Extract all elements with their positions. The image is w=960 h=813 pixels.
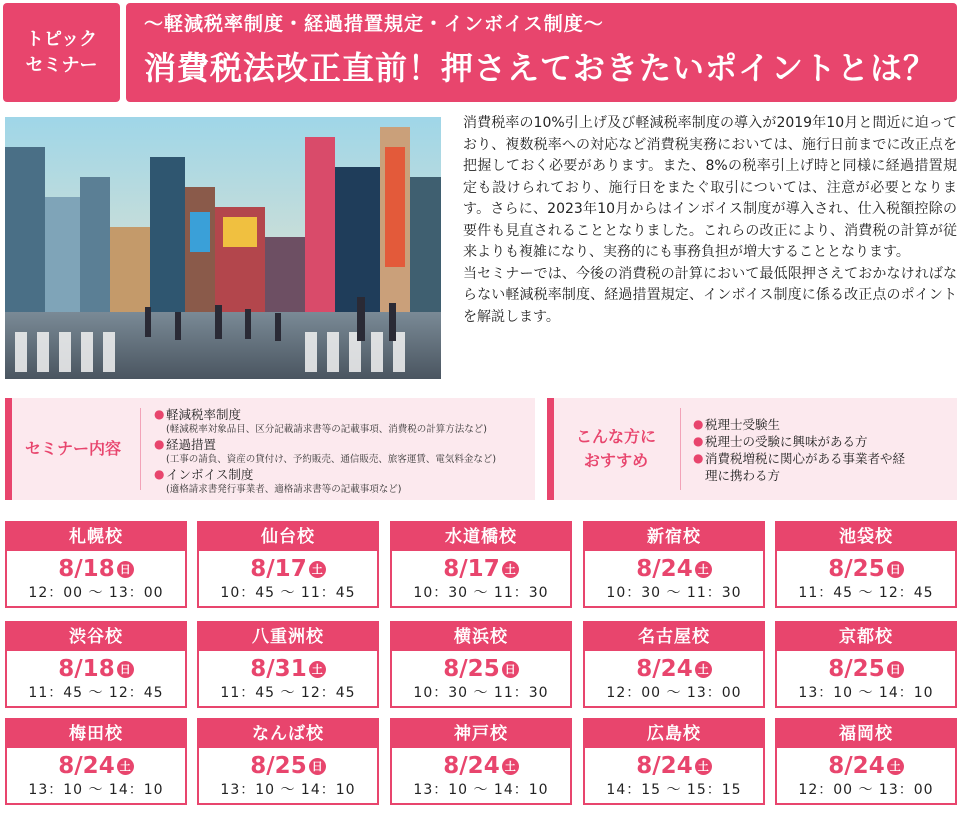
seminar-time: 13：10 〜 14：10 bbox=[798, 685, 934, 701]
weekday-badge: 土 bbox=[695, 758, 712, 775]
schedule-card bbox=[390, 621, 572, 708]
seminar-date: 8/25 日 bbox=[199, 751, 377, 781]
school-name: 梅田校 bbox=[7, 720, 185, 748]
recommend-list bbox=[693, 416, 907, 484]
weekday-badge: 土 bbox=[309, 661, 326, 678]
seminar-date: 8/25 日 bbox=[777, 654, 955, 684]
description-paragraph-1: 消費税率の10%引上げ及び軽減税率制度の導入が2019年10月と間近に迫っており、複数税率への対応など消費税実務においては、施行日前までに改正点を把握しておく必要があります。また、8%の税率引上げ時と同様に経過措置規定も設けられており、施行日をまたぐ取引については、注意が必要となります。さらに、2023年10月からはインボイス制度が導入され、仕入税額控除の要件も見直されることとなりました。これらの改正により、消費税の計算が従来よりも複雑になり、実務的にも事務負担が増大することとなります。 bbox=[463, 115, 957, 260]
seminar-time: 12：00 〜 13：00 bbox=[28, 585, 164, 601]
recommend-item: ● 税理士の受験に興味がある方 bbox=[693, 434, 868, 449]
seminar-date: 8/25 日 bbox=[392, 654, 570, 684]
city-crossing-illustration bbox=[5, 117, 441, 379]
schedule-card bbox=[583, 521, 765, 608]
schedule-card bbox=[197, 521, 379, 608]
recommend-divider bbox=[680, 408, 681, 490]
weekday-badge: 土 bbox=[502, 758, 519, 775]
weekday-badge: 土 bbox=[695, 561, 712, 578]
school-name: 札幌校 bbox=[7, 523, 185, 551]
seminar-date: 8/17 土 bbox=[199, 554, 377, 584]
seminar-item: ● インボイス制度 (適格請求書発行事業者、適格請求書等の記載事項など) bbox=[154, 467, 402, 495]
schedule-card bbox=[390, 521, 572, 608]
title-banner bbox=[126, 3, 957, 102]
seminar-date: 8/25 日 bbox=[777, 554, 955, 584]
seminar-item: ● 経過措置 (工事の請負、資産の貸付け、予約販売、通信販売、旅客運賃、電気料金など) bbox=[154, 437, 497, 465]
seminar-date: 8/18 日 bbox=[7, 554, 185, 584]
school-name: 仙台校 bbox=[199, 523, 377, 551]
seminar-time: 11：45 〜 12：45 bbox=[220, 685, 356, 701]
school-name: 水道橋校 bbox=[392, 523, 570, 551]
school-name: 広島校 bbox=[585, 720, 763, 748]
school-name: 名古屋校 bbox=[585, 623, 763, 651]
seminar-time: 12：00 〜 13：00 bbox=[798, 782, 934, 798]
school-name: 横浜校 bbox=[392, 623, 570, 651]
schedule-card bbox=[775, 621, 957, 708]
weekday-badge: 土 bbox=[309, 561, 326, 578]
seminar-date: 8/24 土 bbox=[7, 751, 185, 781]
seminar-time: 12：00 〜 13：00 bbox=[606, 685, 742, 701]
weekday-badge: 土 bbox=[695, 661, 712, 678]
school-name: 新宿校 bbox=[585, 523, 763, 551]
schedule-card bbox=[5, 621, 187, 708]
schedule-card bbox=[5, 521, 187, 608]
seminar-content-divider bbox=[140, 408, 141, 490]
weekday-badge: 土 bbox=[502, 561, 519, 578]
weekday-badge: 日 bbox=[887, 561, 904, 578]
seminar-time: 10：30 〜 11：30 bbox=[413, 585, 549, 601]
weekday-badge: 日 bbox=[887, 661, 904, 678]
school-name: 神戸校 bbox=[392, 720, 570, 748]
topic-seminar-badge bbox=[3, 3, 120, 102]
weekday-badge: 日 bbox=[502, 661, 519, 678]
seminar-time: 10：30 〜 11：30 bbox=[606, 585, 742, 601]
schedule-card bbox=[5, 718, 187, 805]
school-name: なんば校 bbox=[199, 720, 377, 748]
seminar-time: 13：10 〜 14：10 bbox=[28, 782, 164, 798]
seminar-content-accent bbox=[5, 398, 12, 500]
seminar-time: 13：10 〜 14：10 bbox=[413, 782, 549, 798]
school-name: 池袋校 bbox=[777, 523, 955, 551]
recommend-accent bbox=[547, 398, 554, 500]
page-title: 消費税法改正直前！押さえておきたいポイントとは？ bbox=[144, 49, 937, 87]
weekday-badge: 日 bbox=[117, 661, 134, 678]
recommend-item: ● 消費税増税に関心がある事業者や経理に携わる方 bbox=[693, 451, 906, 483]
seminar-time: 10：30 〜 11：30 bbox=[413, 685, 549, 701]
seminar-content-list bbox=[154, 406, 530, 496]
seminar-time: 13：10 〜 14：10 bbox=[220, 782, 356, 798]
schedule-card bbox=[583, 718, 765, 805]
seminar-description bbox=[463, 113, 957, 328]
seminar-date: 8/18 日 bbox=[7, 654, 185, 684]
weekday-badge: 日 bbox=[117, 561, 134, 578]
page-subtitle: 〜軽減税率制度・経過措置規定・インボイス制度〜 bbox=[144, 13, 604, 35]
seminar-date: 8/24 土 bbox=[585, 751, 763, 781]
school-name: 福岡校 bbox=[777, 720, 955, 748]
city-crossing-photo bbox=[5, 117, 441, 379]
seminar-date: 8/24 土 bbox=[777, 751, 955, 781]
schedule-card bbox=[775, 521, 957, 608]
school-name: 八重洲校 bbox=[199, 623, 377, 651]
recommend-item: ● 税理士受験生 bbox=[693, 417, 781, 432]
seminar-time: 11：45 〜 12：45 bbox=[798, 585, 934, 601]
seminar-date: 8/24 土 bbox=[392, 751, 570, 781]
description-paragraph-2: 当セミナーでは、今後の消費税の計算において最低限押さえておかなければならない軽減税率制度、経過措置規定、インボイス制度に係る改正点のポイントを解説します。 bbox=[463, 265, 957, 325]
weekday-badge: 土 bbox=[887, 758, 904, 775]
seminar-date: 8/31 土 bbox=[199, 654, 377, 684]
seminar-date: 8/17 土 bbox=[392, 554, 570, 584]
seminar-time: 14：15 〜 15：15 bbox=[606, 782, 742, 798]
seminar-time: 11：45 〜 12：45 bbox=[28, 685, 164, 701]
recommend-label: こんな方に おすすめ bbox=[575, 427, 656, 470]
seminar-date: 8/24 土 bbox=[585, 654, 763, 684]
schedule-card bbox=[197, 621, 379, 708]
schedule-card bbox=[583, 621, 765, 708]
seminar-date: 8/24 土 bbox=[585, 554, 763, 584]
recommend-box bbox=[547, 398, 957, 500]
school-name: 渋谷校 bbox=[7, 623, 185, 651]
weekday-badge: 土 bbox=[117, 758, 134, 775]
seminar-content-box bbox=[5, 398, 535, 500]
badge-line2: セミナー bbox=[25, 54, 98, 76]
seminar-content-label: セミナー内容 bbox=[24, 439, 121, 458]
schedule-card bbox=[775, 718, 957, 805]
schedule-card bbox=[390, 718, 572, 805]
school-name: 京都校 bbox=[777, 623, 955, 651]
badge-line1: トピック bbox=[25, 28, 98, 50]
seminar-item: ● 軽減税率制度 (軽減税率対象品目、区分記載請求書等の記載事項、消費税の計算方法など) bbox=[154, 407, 487, 435]
schedule-card bbox=[197, 718, 379, 805]
weekday-badge: 日 bbox=[309, 758, 326, 775]
seminar-time: 10：45 〜 11：45 bbox=[220, 585, 356, 601]
